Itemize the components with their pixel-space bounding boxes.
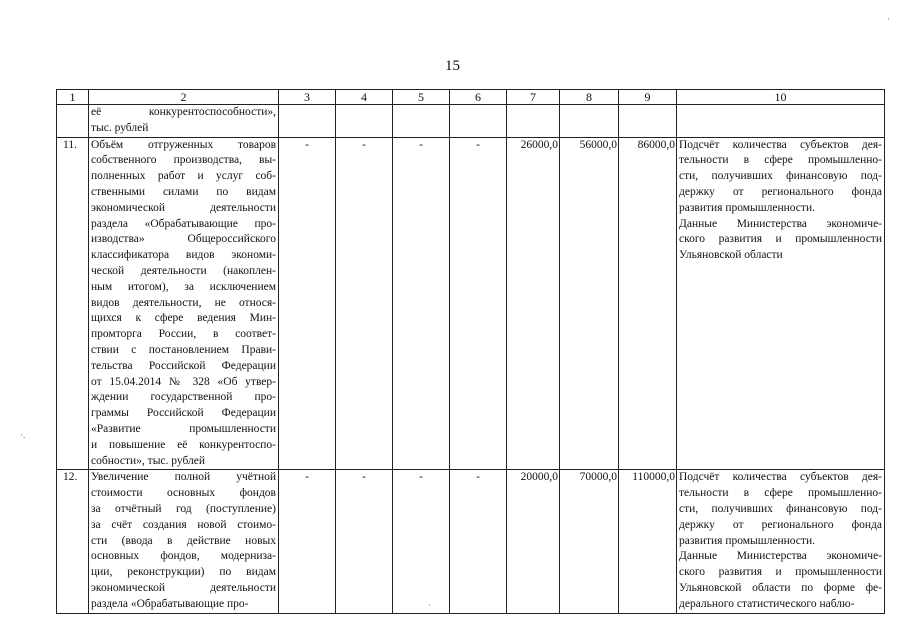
description-line: тыс. рублей (91, 121, 149, 134)
calculation-method (677, 470, 885, 613)
value-cell-empty: - (393, 137, 450, 470)
value-cell-empty: - (279, 470, 336, 613)
description-line: граммы Российской Федерации (91, 407, 276, 420)
value-cell-empty (336, 105, 393, 138)
calculation-method (677, 105, 885, 138)
method-line: Подсчёт количества субъектов дея- (679, 471, 882, 484)
header-cell: 9 (619, 90, 677, 105)
description-line: раздела «Обрабатывающие про- (91, 597, 249, 610)
description-line: промторга России, в соответ- (91, 328, 276, 341)
value-cell (619, 105, 677, 138)
method-line: Данные Министерства экономиче- (679, 217, 882, 230)
description-line: собности», тыс. рублей (91, 454, 206, 467)
indicator-description (89, 470, 279, 613)
header-cell: 7 (507, 90, 560, 105)
method-line: тельности в сфере промышленно- (679, 154, 882, 167)
description-line: «Развитие промышленности (91, 422, 276, 435)
calculation-method (677, 137, 885, 470)
scan-speck: · (428, 600, 431, 610)
description-line: раздела «Обрабатывающие про- (91, 217, 276, 230)
description-line: и повышение её конкурентоспо- (91, 438, 276, 451)
indicator-table (56, 89, 885, 614)
method-line: держку от регионального фонда (679, 518, 882, 531)
description-line: собственного производства, вы- (91, 154, 276, 167)
description-line: стоимости основных фондов (91, 487, 276, 500)
description-line: щихся к сфере ведения Мин- (91, 312, 276, 325)
header-cell: 8 (560, 90, 619, 105)
description-line: ческой деятельности (накоплен- (91, 264, 276, 277)
value-cell-empty: - (336, 470, 393, 613)
description-line: полненных работ и услуг соб- (91, 170, 276, 183)
description-line: ждении государственной про- (91, 391, 276, 404)
description-line: сти (ввода в действие новых (91, 534, 276, 547)
method-line: тельности в сфере промышленно- (679, 487, 882, 500)
value-cell (560, 105, 619, 138)
table-row (57, 137, 885, 470)
header-row (57, 90, 885, 105)
row-number: 11. (57, 137, 89, 470)
method-line: ского развития и промышленности (679, 233, 882, 246)
table-row (57, 470, 885, 613)
indicator-description (89, 105, 279, 138)
description-line: классификатора видов экономи- (91, 249, 276, 262)
value-cell-empty: - (450, 470, 507, 613)
method-line: Подсчёт количества субъектов дея- (679, 138, 882, 151)
value-cell-empty: - (279, 137, 336, 470)
method-line: развития промышленности. (679, 201, 815, 214)
description-line: её конкурентоспособности», (91, 106, 276, 118)
scan-speck: ·. (20, 430, 26, 440)
method-line: дерального статистического наблю- (679, 597, 855, 610)
value-cell: 86000,0 (619, 137, 677, 470)
method-line: развития промышленности. (679, 534, 815, 547)
value-cell-empty (450, 105, 507, 138)
row-number: 12. (57, 470, 89, 613)
header-cell: 1 (57, 90, 89, 105)
description-line: от 15.04.2014 № 328 «Об утвер- (91, 375, 276, 388)
value-cell: 20000,0 (507, 470, 560, 613)
header-cell: 10 (677, 90, 885, 105)
value-cell-empty: - (450, 137, 507, 470)
value-cell (507, 105, 560, 138)
table-row (57, 105, 885, 138)
indicator-description (89, 137, 279, 470)
header-cell: 6 (450, 90, 507, 105)
header-cell: 5 (393, 90, 450, 105)
description-line: изводства» Общероссийского (91, 233, 276, 246)
description-line: ствии с постановлением Прави- (91, 343, 276, 356)
value-cell: 56000,0 (560, 137, 619, 470)
header-cell: 2 (89, 90, 279, 105)
method-line: Ульяновской области (679, 249, 783, 262)
value-cell: 26000,0 (507, 137, 560, 470)
value-cell-empty (279, 105, 336, 138)
value-cell-empty: - (393, 470, 450, 613)
description-line: за отчётный год (поступление) (91, 502, 276, 515)
description-line: экономической деятельности (91, 201, 276, 214)
header-cell: 3 (279, 90, 336, 105)
description-line: за счёт создания новой стоимо- (91, 518, 276, 531)
value-cell: 110000,0 (619, 470, 677, 613)
method-line: Данные Министерства экономиче- (679, 550, 882, 563)
description-line: Объём отгруженных товаров (91, 138, 276, 151)
description-line: основных фондов, модерниза- (91, 550, 276, 563)
description-line: видов деятельности, не относя- (91, 296, 276, 309)
page-number: 15 (445, 58, 460, 74)
value-cell-empty: - (336, 137, 393, 470)
description-line: тельства Российской Федерации (91, 359, 276, 372)
method-line: держку от регионального фонда (679, 185, 882, 198)
description-line: ственными силами по видам (91, 185, 276, 198)
description-line: ным итогом), за исключением (91, 280, 276, 293)
description-line: ции, реконструкции) по видам (91, 566, 276, 579)
description-line: экономической деятельности (91, 581, 276, 594)
value-cell: 70000,0 (560, 470, 619, 613)
description-line: Увеличение полной учётной (91, 471, 276, 484)
method-line: Ульяновской области по форме фе- (679, 581, 882, 594)
header-cell: 4 (336, 90, 393, 105)
method-line: сти, получивших финансовую под- (679, 502, 882, 515)
value-cell-empty (393, 105, 450, 138)
scan-speck: · (887, 14, 890, 24)
method-line: ского развития и промышленности (679, 566, 882, 579)
method-line: сти, получивших финансовую под- (679, 170, 882, 183)
row-number (57, 105, 89, 138)
